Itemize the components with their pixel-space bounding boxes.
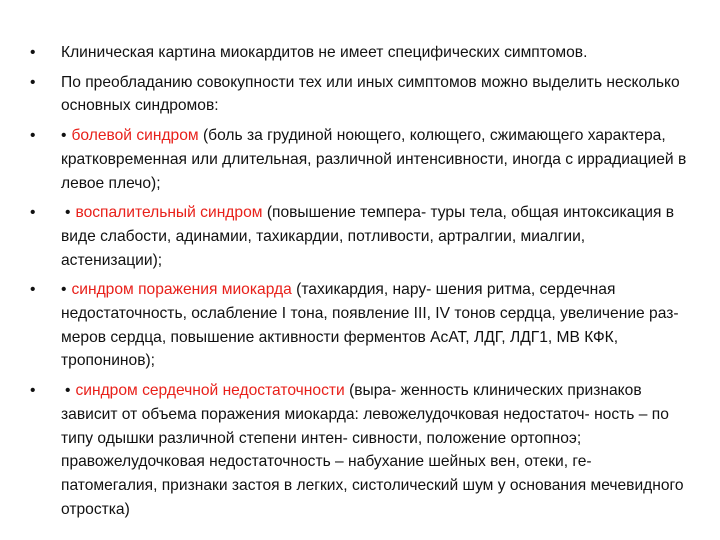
bullet-icon: • [30, 127, 36, 145]
syndrome-term: болевой синдром [71, 127, 199, 145]
list-item [30, 71, 690, 118]
list-item [30, 278, 690, 373]
item-text: (боль за грудиной ноющего, колющего, сжимающего характера, кратковременная или длительная, различной интенсивности, иногда с иррадиацией в левое плечо); [61, 127, 687, 192]
list-item [30, 124, 690, 195]
inner-bullet-icon: • [65, 204, 71, 222]
item-text: (повышение темпера- туры тела, общая интоксикация в виде слабости, адинамии, тахикардии, потливости, артралгии, миалгии, астенизации); [61, 204, 675, 269]
bullet-icon: • [30, 204, 36, 222]
list-item [30, 41, 690, 65]
list-item [30, 379, 690, 521]
bullet-list [30, 41, 690, 521]
inner-bullet-icon: • [65, 382, 71, 400]
item-text: (выра- женность клинических признаков зависит от объема поражения миокарда: левожелудочковая недостаточ- ность – по типу одышки различной степени интен- сивности, положение ортопноэ; правожелудочковая недостаточность – набухание шейных вен, отеки, ге- патомегалия, признаки застоя в легких, систолический шум у основания мечевидного отростка) [61, 382, 684, 518]
item-text: (тахикардия, нару- шения ритма, сердечная недостаточность, ослабление I тона, появление III, IV тонов сердца, увеличение раз- меров сердца, повышение активности ферментов АсАТ, ЛДГ, ЛДГ1, МВ КФК, тропонинов); [61, 281, 679, 370]
syndrome-term: синдром поражения миокарда [71, 281, 292, 299]
item-text: По преобладанию совокупности тех или иных симптомов можно выделить несколько основных синдромов: [61, 73, 680, 115]
bullet-icon: • [30, 73, 36, 91]
bullet-icon: • [30, 44, 36, 61]
bullet-icon: • [30, 382, 36, 400]
inner-bullet-icon: • [61, 281, 67, 299]
item-text: Клиническая картина миокардитов не имеет специфических симптомов. [61, 44, 588, 61]
syndrome-term: синдром сердечной недостаточности [75, 382, 345, 400]
list-item [30, 201, 690, 272]
inner-bullet-icon: • [61, 127, 67, 145]
bullet-icon: • [30, 281, 36, 299]
syndrome-term: воспалительный синдром [75, 204, 263, 222]
